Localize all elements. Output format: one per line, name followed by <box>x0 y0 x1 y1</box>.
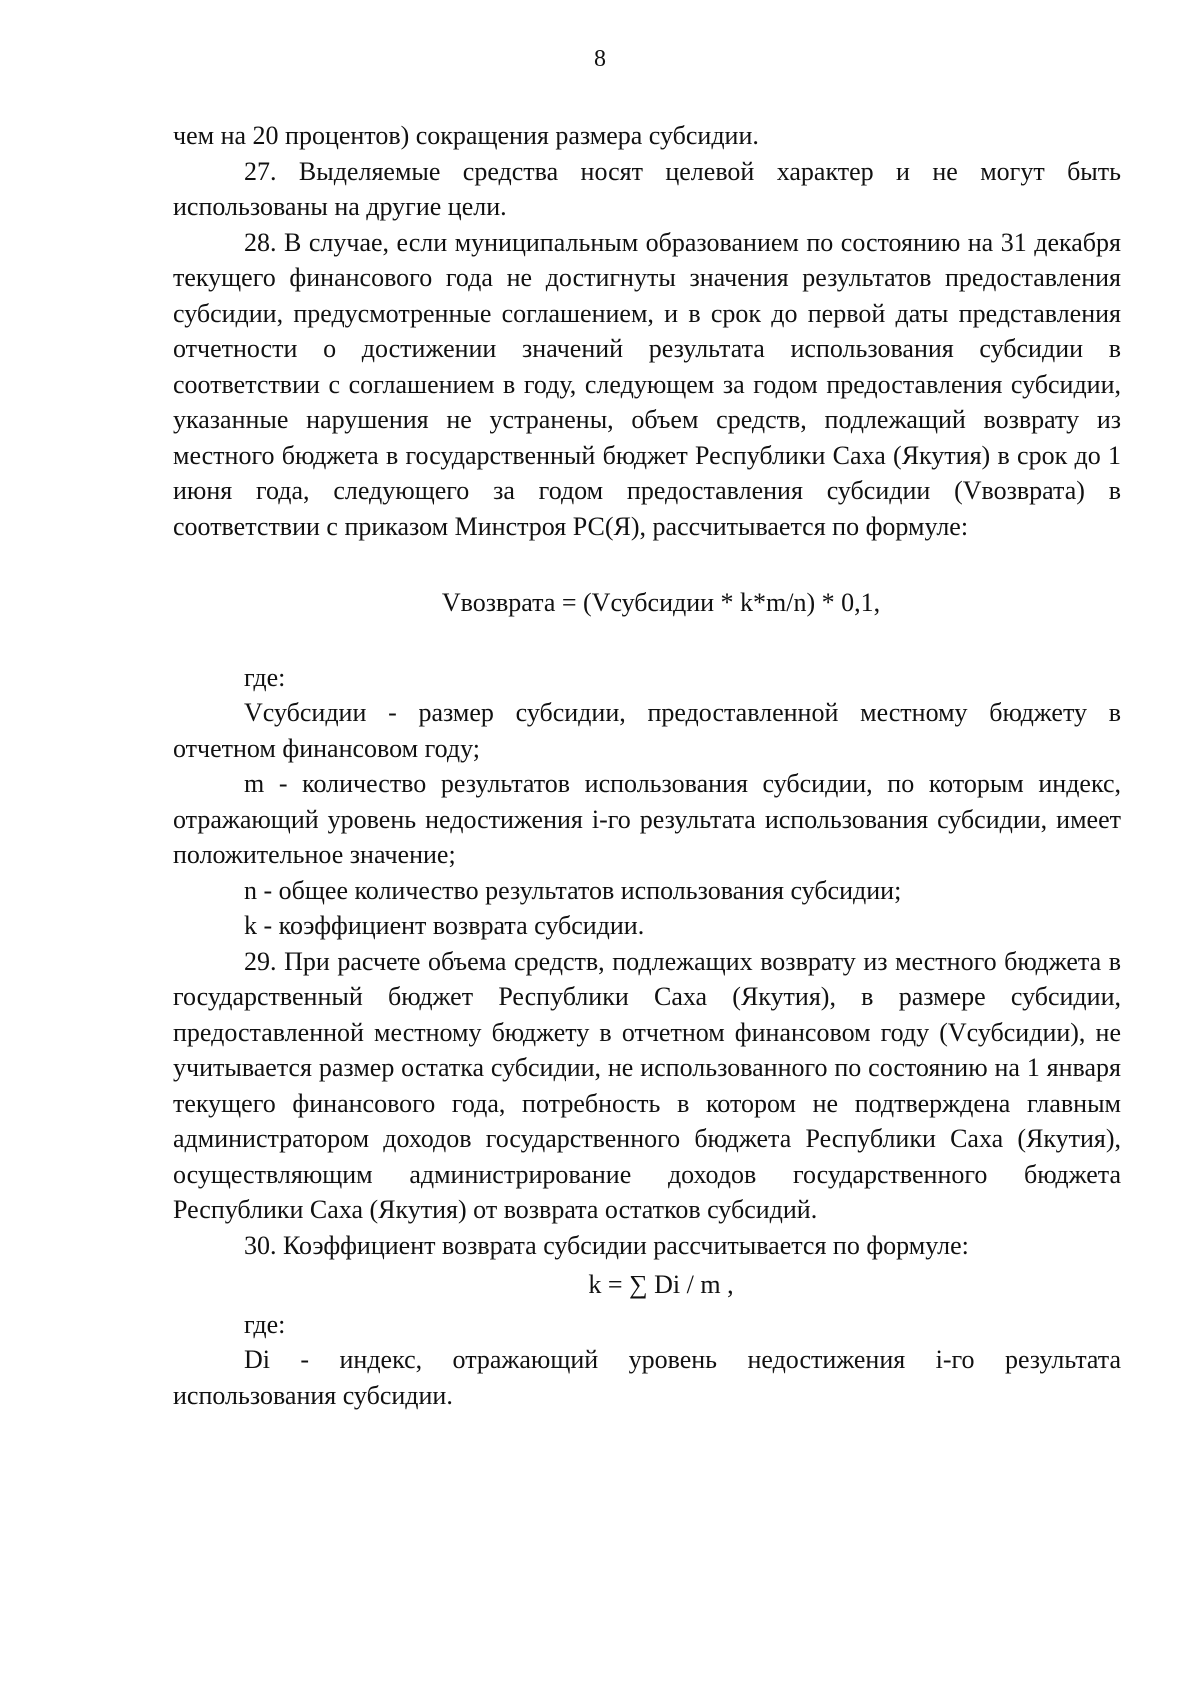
definition-di: Di - индекс, отражающий уровень недостижения i-го результата использования субсидии. <box>173 1345 1121 1410</box>
formula-k: k = ∑ Di / m , <box>588 1270 734 1299</box>
paragraph-27: 27. Выделяемые средства носят целевой характер и не могут быть использованы на другие цели. <box>173 156 1121 221</box>
definition-vsubsidii: Vсубсидии - размер субсидии, предоставленной местному бюджету в отчетном финансовом году; <box>173 698 1121 763</box>
definition-m: m - количество результатов использования субсидии, по которым индекс, отражающий уровень недостижения i-го результата использования субсидии, имеет положительное значение; <box>173 769 1121 869</box>
paragraph-continuation: чем на 20 процентов) сокращения размера субсидии. <box>173 121 759 150</box>
paragraph-30: 30. Коэффициент возврата субсидии рассчитывается по формуле: <box>244 1230 969 1260</box>
where-label-2: где: <box>244 1309 286 1339</box>
document-body <box>173 118 1121 1413</box>
where-label-1: где: <box>244 662 286 692</box>
paragraph-29: 29. При расчете объема средств, подлежащих возврату из местного бюджета в государственный бюджет Республики Саха (Якутия), в размере субсидии, предоставленной местному бюджету в отчетном финансовом году (Vсубсидии), не учитывается размер остатка субсидии, не использованного по состоянию на 1 января текущего финансового года, потребность в котором не подтверждена главным администратором доходов государственного бюджета Республики Саха (Якутия), осуществляющим администрирование доходов государственного бюджета Республики Саха (Якутия) от возврата остатков субсидий. <box>173 946 1121 1224</box>
definition-k: k - коэффициент возврата субсидии. <box>244 911 645 940</box>
formula-vozvrata: Vвозврата = (Vсубсидии * k*m/n) * 0,1, <box>441 588 881 617</box>
definition-n: n - общее количество результатов использования субсидии; <box>244 875 902 905</box>
paragraph-28: 28. В случае, если муниципальным образованием по состоянию на 31 декабря текущего финансового года не достигнуты значения результатов предоставления субсидии, предусмотренные соглашением, и в срок до первой даты представления отчетности о достижении значений результата использования субсидии в соответствии с соглашением в году, следующем за годом предоставления субсидии, указанные нарушения не устранены, объем средств, подлежащий возврату из местного бюджета в государственный бюджет Республики Саха (Якутия) в срок до 1 июня года, следующего за годом предоставления субсидии (Vвозврата) в соответствии с приказом Минстроя РС(Я), рассчитывается по формуле: <box>173 227 1121 541</box>
page-number: 8 <box>594 46 606 72</box>
